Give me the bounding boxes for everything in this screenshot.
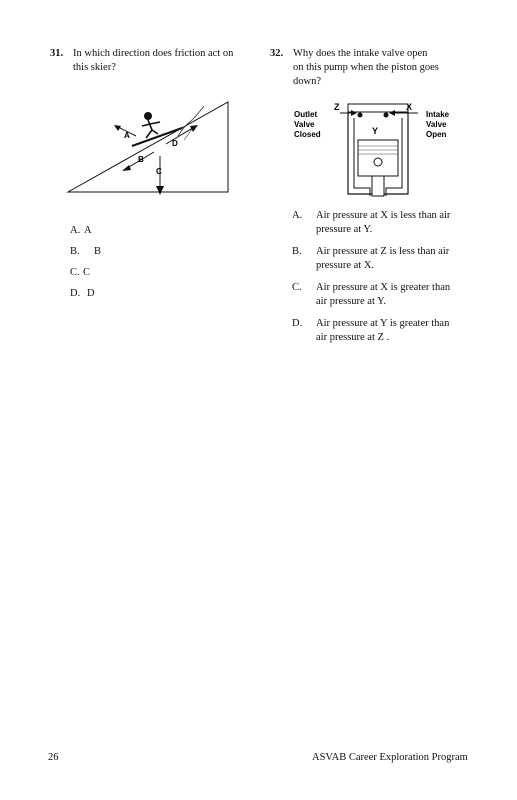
choice-b[interactable]: B. B <box>70 246 102 257</box>
question-number: 31. <box>50 48 64 59</box>
question-text: Why does the intake valve open on this pump when the piston goes down? <box>293 48 439 87</box>
footer-title: ASVAB Career Exploration Program <box>312 752 468 763</box>
label-z: Z <box>334 102 340 112</box>
choice-b[interactable]: B. Air pressure at Z is less than air pressure at X. <box>292 246 450 271</box>
svg-text:Valve: Valve <box>294 120 315 129</box>
page-number: 26 <box>48 752 59 763</box>
question-number: 32. <box>270 48 284 59</box>
choice-a[interactable]: A. A <box>70 225 92 236</box>
choice-a[interactable]: A. Air pressure at X is less than air pressure at Y. <box>292 210 451 235</box>
svg-text:Valve: Valve <box>426 120 447 129</box>
svg-text:Closed: Closed <box>294 130 321 139</box>
skier-figure <box>66 96 232 196</box>
figure-label-c: C <box>156 167 162 176</box>
svg-text:Open: Open <box>426 130 447 139</box>
figure-label-b: B <box>138 155 144 164</box>
question-31 <box>50 47 250 77</box>
figure-label-d: D <box>172 139 178 148</box>
question-32 <box>270 47 470 91</box>
svg-text:Outlet: Outlet <box>294 110 318 119</box>
question-text: In which direction does friction act on this skier? <box>73 48 234 73</box>
choice-c[interactable]: C. Air pressure at X is greater than air pressure at Y. <box>292 282 451 307</box>
choice-d[interactable]: D. D <box>70 288 95 299</box>
choice-d[interactable]: D. Air pressure at Y is greater than air pressure at Z . <box>292 318 450 343</box>
label-y: Y <box>372 126 379 136</box>
pump-figure <box>290 100 456 200</box>
choice-c[interactable]: C. C <box>70 267 91 278</box>
label-x: X <box>406 102 413 112</box>
figure-label-a: A <box>124 131 130 140</box>
svg-text:Intake: Intake <box>426 110 450 119</box>
